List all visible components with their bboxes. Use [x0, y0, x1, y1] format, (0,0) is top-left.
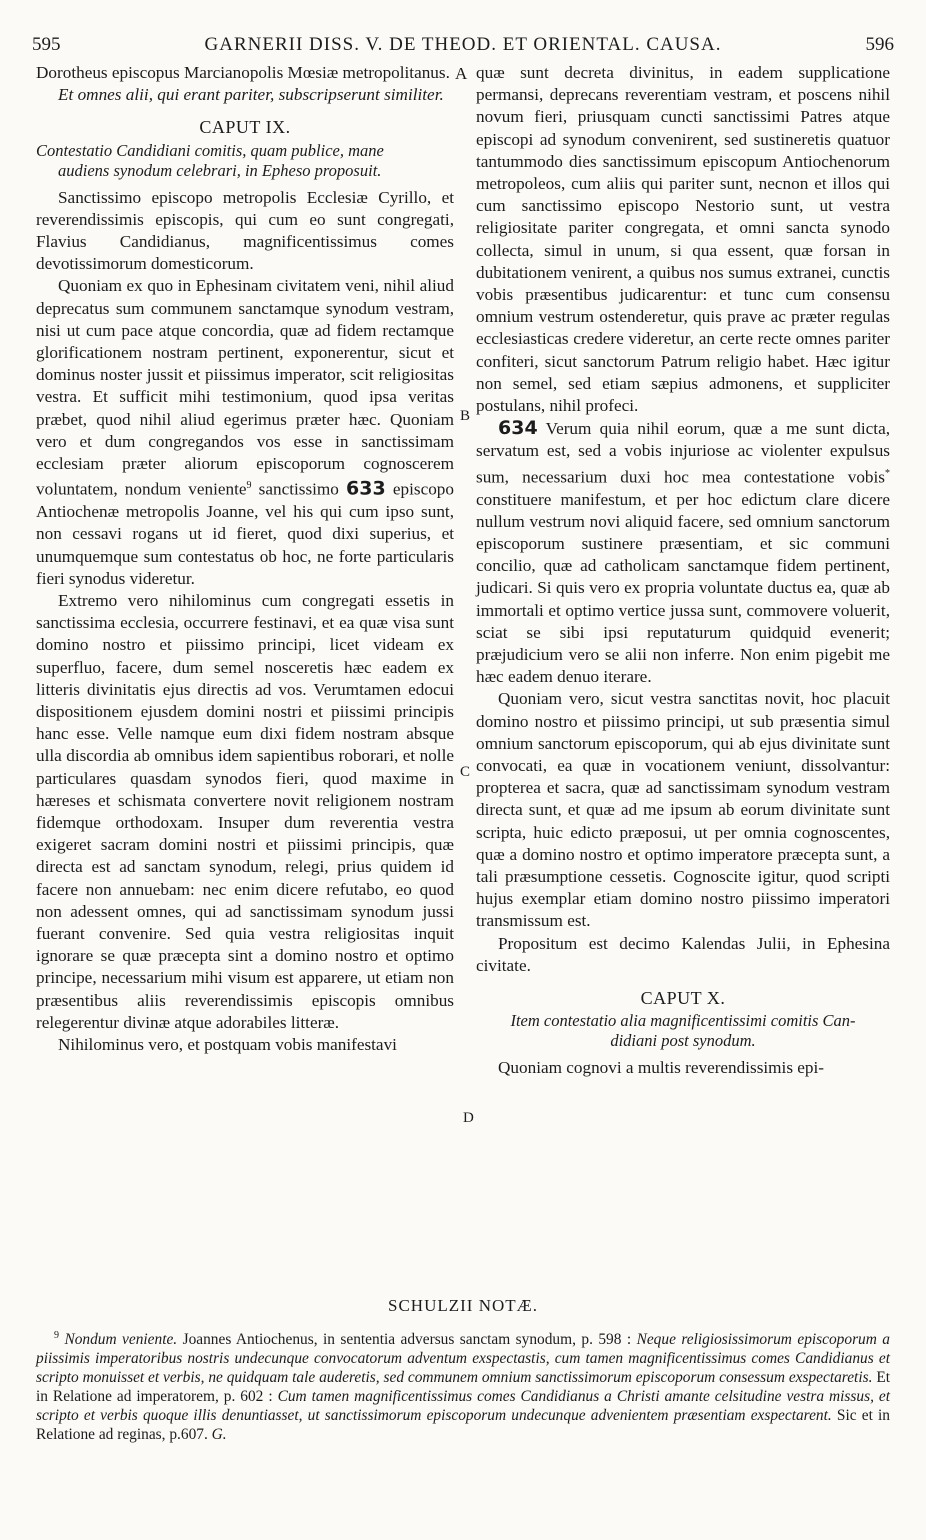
footnote	[36, 1326, 890, 1444]
running-header	[32, 34, 894, 58]
address-paragraph: Sanctissimo episcopo metropolis Ecclesiæ Cyrillo, et reverendissimis episcopis, qui cum eo sunt congregati, Flavius Candidianus, magnificentissimus comes devotissimorum domesticorum.	[36, 187, 454, 274]
footnote-number: 9	[54, 1330, 59, 1341]
text-run: Et in Relatione ad imperatorem, p. 602 :	[36, 1369, 890, 1406]
chapter-heading: CAPUT IX.	[199, 117, 291, 138]
margin-marker-d: D	[463, 1110, 474, 1126]
footnotes	[36, 1326, 890, 1444]
notes-heading: SCHULZII NOTÆ.	[388, 1296, 538, 1315]
column-number: 633	[346, 477, 386, 500]
note-mark: *	[885, 467, 890, 479]
body-paragraph: Nihilominus vero, et postquam vobis manifestavi	[58, 1035, 397, 1055]
subscription-note: Et omnes alii, qui erant pariter, subscripserunt similiter.	[58, 85, 444, 105]
chapter-heading: CAPUT X.	[640, 988, 726, 1009]
chapter-subtitle-line: Item contestatio alia magnificentissimi comitis Can-	[510, 1011, 856, 1031]
text-run: Sic et in Relatione ad reginas, p.607.	[36, 1407, 890, 1444]
note-signature: G.	[211, 1426, 227, 1444]
chapter-subtitle-line: didiani post synodum.	[610, 1031, 756, 1051]
running-title: GARNERII DISS. V. DE THEOD. ET ORIENTAL. CAUSA.	[204, 34, 722, 55]
margin-marker-c: C	[460, 764, 471, 780]
body-paragraph: quæ sunt decreta divinitus, in eadem supplicatione permansi, deprecans reverentiam vestram, et poscens nihil novum fieri, priusquam cuncti sanctissimi Patres atque episcopi ad synodum convenirent, sed sustineretis quatuor tantummodo dies sanctissimum episcopum Antiochenorum metropoleos, cum aliis qui pariter sunt, necnon et illos qui cum sanctissimo episcopo Nestorio sunt, ut vestra religiositate pariter congregata, et omni sancta synodo collecta, simul in unum, si qua essent, quæ forsan in dubitationem venirent, a quibus nos sumus extranei, cunctis vobis præsentibus judicarentur: et tunc cum consensu omnium vestrum ostenderetur, quis prave ac præter regulas ecclesiasticas credere videretur, an certe recte omnes pariter confiteri, sicut sanctorum Patrum religio habet. Hæc igitur non semel, sed etiam sæpius admonens, et suppliciter postulans, nihil profeci.	[476, 63, 890, 416]
text-run: Quoniam ex quo in Ephesinam civitatem veni, nihil aliud deprecatus sum communem sanctamque synodum vestram, nisi ut cum pace atque concordia, quæ ad fidem rectamque glorificationem nostram pertinent, exponerentur, sicut et dominus noster jussit et piissimus imperator, scit religiositas vestra. Et sufficit mihi testimonium, quod ipsa veritas præbet, quod nihil aliud egerimus præter hæc. Quoniam vero et dum congregandos vos esse in sanctissimam ecclesiam præter aliorum episcoporum cognoscerem voluntatem, nondum veniente	[36, 276, 454, 499]
text-run: constituere manifestum, et per hoc edictum clare dicere nullum vestrum novi aliquid facere, sed omnium sanctorum episcoporum sustinere præsentiam, et sic communi concilio, quæ ad catholicam sanctamque fidem pertinent, judicari. Si quis vero ex propria voluntate ductus ea, quæ ab immortali et optimo vertice jussa sunt, commovere voluerit, sciat se sibi ipsi reputaturum quidquid evenerit; præjudicium vero se alii non inferre. Non enim pigebit me hæc eadem denuo iterare.	[476, 489, 890, 687]
chapter-subtitle-line: Contestatio Candidiani comitis, quam publice, mane	[36, 140, 384, 160]
signature-line: Dorotheus episcopus Marcianopolis Mœsiæ metropolitanus.	[36, 63, 450, 82]
body-paragraph	[36, 275, 454, 590]
left-page-number: 595	[32, 34, 61, 55]
margin-marker-b: B	[460, 408, 471, 424]
body-paragraph: Quoniam vero, sicut vestra sanctitas novit, hoc placuit domino nostro et piissimo principi, ut sub præsentia simul omnium sanctorum episcoporum, qui ab ejus divinitate sunt convocati, ea quæ in vocationem veniunt, dissolvantur: propterea et sacra, quæ ad sanctissimam synodum vestram directa sunt, et quæ ad me ipsum ab eorum divinitate sunt scripta, huic edicto præposui, ut per omnia cognoscentes, quæ a domino nostro et optimo imperatore præcepta sunt, a tali præsumptione cessetis. Cognoscite igitur, quod scripti hujus exemplar etiam domino nostro piissimo imperatori transmissum est.	[476, 689, 890, 931]
footnote-lemma: Nondum veniente.	[64, 1331, 178, 1349]
margin-marker-a: A	[455, 64, 468, 83]
quotation: Neque religiosissimorum episcoporum a piissimis imperatoribus nostris undecunque convocatorum adventum exspectastis, cum tamen magnificentissimus comes Candidianus et scripto monuisset et verbis, ne quidquam tale auderetis, sed communem omnium sanctissimorum episcoporum consessum exspectaretis.	[36, 1331, 890, 1387]
left-column	[36, 62, 454, 1056]
text-run: Verum quia nihil eorum, quæ a me sunt dicta, servatum est, sed a vobis injuriose ac violenter expulsus sum, necessarium duxi hoc mea contestatione vobis	[476, 419, 890, 487]
footnote-ref: 9	[246, 480, 252, 492]
dating-line: Propositum est decimo Kalendas Julii, in Ephesina civitate.	[476, 933, 890, 975]
text-run: sanctissimo	[251, 479, 347, 499]
chapter-subtitle	[36, 141, 454, 181]
column-number: 634	[498, 417, 538, 440]
chapter-subtitle-line: audiens synodum celebrari, in Epheso proposuit.	[58, 160, 382, 180]
body-paragraph	[476, 417, 890, 688]
quotation: Cum tamen magnificentissimus comes Candidianus a Christi amante celsitudine vestra missus, et scripto et verbis quoque illis denuntiasset, ut sanctissimorum episcoporum undecunque advenientem præsentiam exspectarent.	[36, 1388, 890, 1425]
chapter-subtitle	[476, 1011, 890, 1051]
body-paragraph: Extremo vero nihilominus cum congregati essetis in sanctissima ecclesia, occurrere festinavi, et ea quæ visa sunt domino nostro et piissimo principi, licet videam ex superfluo, facere, dum semel nosceretis hæc eadem ex litteris divinitatis ejus directis ad vos. Verumtamen edocui dispositionem ejusdem domini nostri et piissimi principis hanc esse. Velle namque eum dixi fidem nostram absque ulla discordia ab omnibus idem sapientibus roborari, et nolle particulares quasdam synodos fieri, quod maxime in hæreses et schismata convertere novit religionem nostram fidemque orthodoxam. Insuper dum reverentia vestra exigeret sacram domini nostri et piissimi principis, quæ directa est ad sanctam synodum, relegi, prius quidem id facere non annuebam: nec enim dicere refutabo, eo quod non adessent omnes, qui ad sanctissimam synodum jussi fuerant convenire. Sed quia vestra religiositas inquit ignorare se quæ præcepta sint a domino nostro et optimo principe, necessarium mihi visum est apparere, ut etiam non præsentibus aliis reverendissimis episcopis omnibus relegerentur divinæ atque adorabiles litteræ.	[36, 591, 454, 1032]
right-column	[476, 62, 890, 1079]
body-paragraph: Quoniam cognovi a multis reverendissimis epi-	[498, 1058, 825, 1078]
text-run: episcopo Antiochenæ metropolis Joanne, vel his qui cum ipso sunt, non cessavi rogans ut id fieret, quod dixi superius, et unumquemque sum contestatus ob hoc, ne forte particularis fieri synodus videretur.	[36, 479, 454, 588]
right-page-number: 596	[865, 34, 894, 55]
text-run: Joannes Antiochenus, in sententia adversus sanctam synodum, p. 598 :	[177, 1331, 637, 1349]
